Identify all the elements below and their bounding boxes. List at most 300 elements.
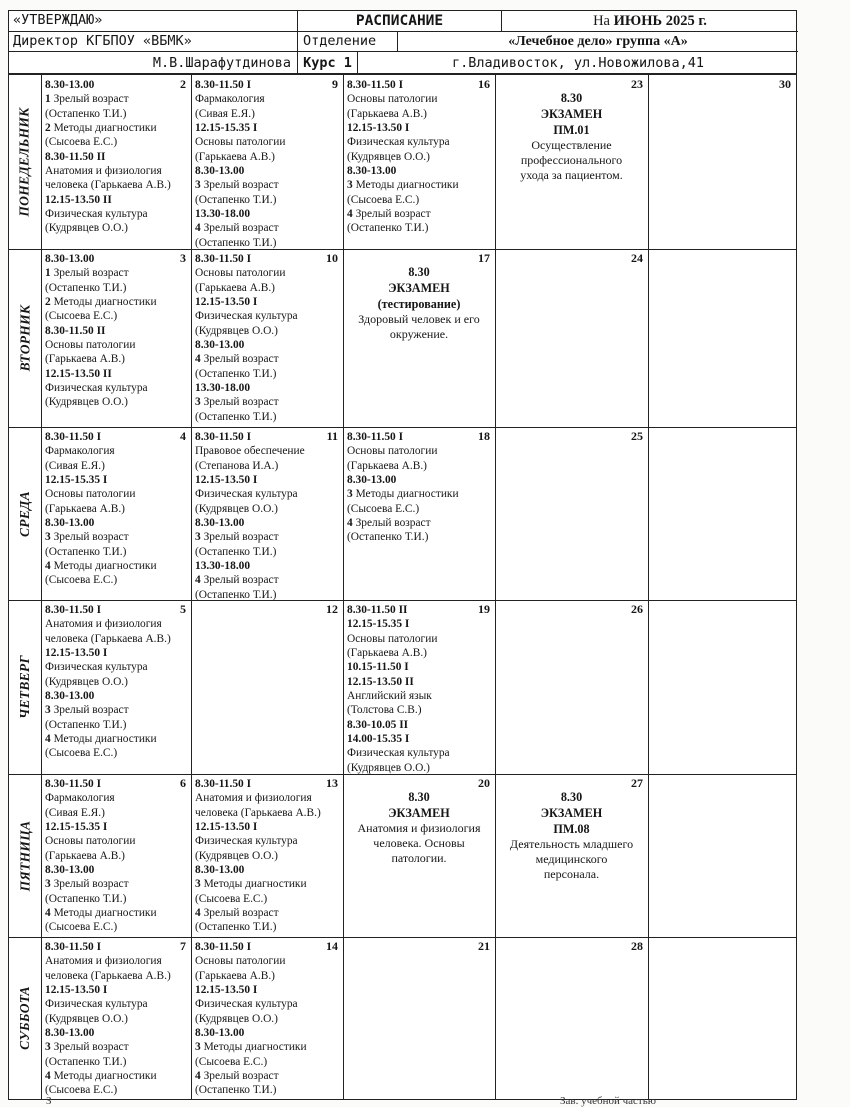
class-detail: [347, 107, 491, 121]
class-detail: [45, 806, 187, 820]
class-time: [195, 381, 339, 395]
schedule-cell: [344, 601, 495, 774]
class-detail-text: (Остапенко Т.И.): [195, 545, 277, 558]
class-time: [347, 732, 491, 746]
subgroup-number: 4: [195, 222, 201, 235]
class-detail: [45, 395, 187, 409]
subgroup-number: 4: [195, 353, 201, 366]
subgroup-number: 4: [347, 517, 353, 530]
schedule-cell: [649, 250, 796, 427]
class-detail: [195, 309, 339, 323]
exam-description: Деятельность младшего: [509, 837, 634, 851]
approve-label: «УТВЕРЖДАЮ»: [9, 11, 298, 32]
class-detail: [45, 718, 187, 732]
class-detail-text: (Гарькаева А.В.): [195, 150, 275, 163]
class-detail: [195, 395, 339, 409]
subgroup-number: 4: [195, 1070, 201, 1083]
class-detail-text: Зрелый возраст: [53, 704, 129, 717]
class-time: [45, 473, 187, 487]
class-time-text: 13.30-18.00: [195, 560, 251, 573]
class-time-text: 8.30-13.00: [195, 864, 245, 877]
class-detail-text: Физическая культура: [195, 998, 298, 1011]
date-number: 9: [332, 77, 338, 91]
class-detail-text: (Остапенко Т.И.): [45, 281, 127, 294]
subgroup-number: 4: [195, 907, 201, 920]
class-detail-text: (Остапенко Т.И.): [347, 222, 429, 235]
class-detail: [347, 444, 491, 458]
exam-code: (тестирование): [377, 297, 461, 311]
class-detail: [45, 164, 187, 178]
class-detail-text: Зрелый возраст: [203, 396, 279, 409]
subgroup-number: 4: [45, 733, 51, 746]
class-time-text: 8.30-13.00: [195, 517, 245, 530]
class-detail: [195, 1040, 339, 1054]
class-detail: [195, 135, 339, 149]
class-detail-text: человека (Гарькаева А.В.): [45, 179, 171, 192]
class-time-text: 8.30-11.50 I: [195, 778, 252, 790]
subgroup-number: 3: [195, 878, 201, 891]
schedule-cell: [42, 938, 191, 1099]
class-detail: [195, 150, 339, 164]
class-detail: [45, 746, 187, 760]
class-time-text: 8.30-13.00: [45, 79, 95, 91]
class-time-text: 8.30-11.50 I: [45, 431, 102, 443]
class-detail: [45, 1083, 187, 1097]
class-detail-text: Методы диагностики: [355, 488, 459, 501]
class-detail-text: (Сысоева Е.С.): [347, 502, 420, 515]
class-detail-text: Анатомия и физиология: [45, 955, 162, 968]
exam-description: Анатомия и физиология: [357, 821, 481, 835]
schedule-cell: [649, 428, 796, 600]
director-label: Директор КГБПОУ «ВБМК»: [9, 32, 298, 52]
class-detail: [195, 324, 339, 338]
class-detail-text: Физическая культура: [45, 382, 148, 395]
schedule-cell: [192, 250, 343, 427]
class-detail-text: Методы диагностики: [203, 1041, 307, 1054]
class-detail: [195, 236, 339, 249]
department-label: Отделение: [298, 32, 398, 52]
date-number: 3: [180, 251, 186, 265]
exam-time: 8.30: [560, 91, 583, 105]
class-detail: [347, 487, 491, 501]
class-detail: [195, 107, 339, 121]
class-detail: [195, 459, 339, 473]
class-detail: [45, 530, 187, 544]
date-number: 4: [180, 429, 186, 443]
class-detail: [45, 791, 187, 805]
date-number: 23: [631, 77, 643, 91]
class-detail-text: (Кудрявцев О.О.): [45, 1012, 128, 1025]
class-time-text: 8.30-11.50 I: [45, 941, 102, 953]
class-detail-text: (Остапенко Т.И.): [195, 1084, 277, 1097]
class-detail-text: человека (Гарькаева А.В.): [195, 806, 321, 819]
date-number: 10: [326, 251, 338, 265]
class-time: [195, 777, 339, 791]
subgroup-number: 4: [45, 1070, 51, 1083]
class-time-text: 8.30-11.50 II: [45, 324, 106, 337]
class-detail: [195, 410, 339, 424]
class-detail: [45, 849, 187, 863]
class-detail-text: Основы патологии: [347, 93, 438, 106]
class-time: [45, 324, 187, 338]
class-detail: [45, 732, 187, 746]
class-detail-text: Зрелый возраст: [53, 93, 129, 106]
class-time: [347, 78, 491, 92]
date-number: 19: [478, 602, 490, 616]
class-detail-text: Основы патологии: [195, 136, 286, 149]
subgroup-number: 2: [45, 122, 51, 135]
class-detail: [45, 1040, 187, 1054]
schedule-cell: [344, 250, 495, 427]
exam-title: ЭКЗАМЕН: [388, 281, 450, 295]
date-number: 5: [180, 602, 186, 616]
class-detail: [45, 266, 187, 280]
class-time: [195, 252, 339, 266]
class-time: [347, 121, 491, 135]
class-detail: [45, 381, 187, 395]
class-time-text: 8.30-10.05 II: [347, 718, 409, 731]
class-time-text: 12.15-13.50 I: [195, 296, 258, 309]
class-time-text: 8.30-13.00: [45, 1027, 95, 1040]
day-name: ВТОРНИК: [17, 304, 33, 372]
class-time-text: 12.15-13.50 I: [45, 984, 108, 997]
footer-left: З: [46, 1095, 52, 1107]
class-detail: [45, 502, 187, 516]
class-detail-text: (Сысоева Е.С.): [45, 574, 118, 587]
class-detail-text: Фармакология: [45, 792, 115, 805]
day-name-cell: [9, 937, 41, 1099]
class-detail: [45, 1069, 187, 1083]
class-time: [45, 983, 187, 997]
class-detail-text: (Кудрявцев О.О.): [195, 1012, 278, 1025]
subgroup-number: 3: [45, 878, 51, 891]
class-detail: [195, 573, 339, 587]
date-number: 11: [326, 429, 338, 443]
exam-description: Осуществление: [531, 138, 612, 152]
class-detail: [347, 502, 491, 516]
schedule-cell: [649, 76, 796, 249]
class-detail: [45, 309, 187, 323]
class-time: [195, 516, 339, 530]
class-time: [347, 164, 491, 178]
schedule-cell: [496, 775, 648, 937]
class-detail-text: (Остапенко Т.И.): [195, 410, 277, 423]
class-detail-text: Зрелый возраст: [203, 179, 279, 192]
class-detail-text: Зрелый возраст: [203, 353, 279, 366]
class-detail-text: Методы диагностики: [203, 878, 307, 891]
class-detail-text: (Остапенко Т.И.): [195, 193, 277, 206]
day-name: ПОНЕДЕЛЬНИК: [17, 107, 33, 217]
schedule-cell: [192, 76, 343, 249]
class-detail: [45, 703, 187, 717]
date-number: 21: [478, 939, 490, 953]
class-detail-text: Методы диагностики: [355, 179, 459, 192]
class-detail: [195, 954, 339, 968]
class-detail: [347, 92, 491, 106]
exam-description: персонала.: [543, 867, 600, 881]
class-detail: [195, 444, 339, 458]
class-detail-text: (Гарькаева А.В.): [195, 281, 275, 294]
class-detail: [45, 573, 187, 587]
exam-code: ПМ.01: [553, 123, 590, 137]
class-time: [347, 718, 491, 732]
class-detail-text: Зрелый возраст: [53, 531, 129, 544]
day-name: СУББОТА: [17, 986, 32, 1050]
class-detail: [195, 352, 339, 366]
class-detail: [195, 906, 339, 920]
schedule-cell: [649, 601, 796, 774]
class-time: [195, 820, 339, 834]
footer-right: Зав. учебной частью: [560, 1095, 656, 1107]
class-time: [195, 338, 339, 352]
schedule-cell: [42, 428, 191, 600]
class-time: [195, 940, 339, 954]
class-detail-text: Зрелый возраст: [53, 1041, 129, 1054]
class-detail-text: Методы диагностики: [53, 560, 157, 573]
course-label: Курс 1: [298, 52, 358, 75]
schedule-cell: [192, 428, 343, 600]
class-detail-text: Зрелый возраст: [203, 222, 279, 235]
class-detail-text: Анатомия и физиология: [195, 792, 312, 805]
class-detail-text: Фармакология: [45, 445, 115, 458]
exam-description: ухода за пациентом.: [520, 168, 623, 182]
exam-time: 8.30: [408, 790, 430, 804]
subgroup-number: 3: [45, 704, 51, 717]
class-detail-text: Зрелый возраст: [203, 531, 279, 544]
class-time: [195, 207, 339, 221]
class-detail: [347, 689, 491, 703]
class-time: [347, 603, 491, 617]
class-detail: [347, 746, 491, 760]
class-detail-text: (Сысоева Е.С.): [195, 892, 268, 905]
subgroup-number: 3: [195, 396, 201, 409]
class-time-text: 12.15-15.35 I: [195, 122, 258, 135]
class-detail-text: Зрелый возраст: [53, 878, 129, 891]
class-time-text: 8.30-11.50 I: [347, 79, 404, 91]
class-detail-text: Основы патологии: [195, 955, 286, 968]
class-detail: [45, 352, 187, 366]
class-detail: [45, 877, 187, 891]
class-detail-text: Зрелый возраст: [53, 267, 129, 280]
class-detail: [45, 906, 187, 920]
class-detail-text: (Сысоева Е.С.): [45, 1084, 118, 1097]
exam-time: 8.30: [560, 790, 583, 804]
class-detail: [195, 920, 339, 934]
class-detail-text: (Сысоева Е.С.): [45, 747, 118, 760]
schedule-cell: [192, 938, 343, 1099]
class-detail: [347, 530, 491, 544]
class-detail-text: (Остапенко Т.И.): [195, 588, 277, 600]
class-detail-text: Основы патологии: [347, 632, 438, 645]
class-detail: [195, 545, 339, 559]
class-detail-text: Зрелый возраст: [203, 574, 279, 587]
class-time-text: 12.15-13.50 I: [195, 984, 258, 997]
day-name-cell: [9, 249, 41, 427]
class-time-text: 12.15-13.50 II: [347, 675, 414, 688]
class-detail-text: (Гарькаева А.В.): [347, 459, 427, 472]
class-time: [45, 193, 187, 207]
class-detail: [195, 221, 339, 235]
class-time-text: 13.30-18.00: [195, 382, 251, 395]
class-time: [195, 78, 339, 92]
date-number: 25: [631, 429, 643, 443]
class-detail-text: человека (Гарькаева А.В.): [45, 969, 171, 982]
signer-name: М.В.Шарафутдинова: [9, 52, 298, 75]
class-detail-text: Физическая культура: [45, 661, 148, 674]
class-detail: [195, 892, 339, 906]
class-time: [195, 121, 339, 135]
class-time-text: 12.15-13.50 II: [45, 193, 112, 206]
subgroup-number: 4: [45, 560, 51, 573]
class-detail-text: (Сысоева Е.С.): [347, 193, 420, 206]
class-detail-text: Физическая культура: [45, 208, 148, 221]
class-detail: [45, 295, 187, 309]
class-detail-text: (Толстова С.В.): [347, 704, 422, 717]
schedule-title: РАСПИСАНИЕ: [298, 11, 502, 32]
class-detail-text: (Сысоева Е.С.): [45, 921, 118, 934]
date-number: 7: [180, 939, 186, 953]
subgroup-number: 3: [45, 531, 51, 544]
class-time: [195, 559, 339, 573]
schedule-cell: [42, 250, 191, 427]
class-time-text: 14.00-15.35 I: [347, 733, 410, 746]
subgroup-number: 2: [45, 296, 51, 309]
class-detail: [347, 135, 491, 149]
class-detail-text: Зрелый возраст: [355, 517, 431, 530]
class-detail: [195, 791, 339, 805]
class-detail-text: Правовое обеспечение: [195, 445, 305, 458]
class-detail-text: (Остапенко Т.И.): [195, 367, 277, 380]
class-time-text: 8.30-11.50 I: [195, 253, 252, 265]
class-detail-text: (Остапенко Т.И.): [45, 892, 127, 905]
group-label: «Лечебное дело» группа «А»: [398, 32, 798, 52]
class-detail-text: Физическая культура: [195, 835, 298, 848]
class-time: [45, 150, 187, 164]
class-detail: [45, 617, 187, 631]
class-detail: [347, 221, 491, 235]
schedule-cell: [42, 76, 191, 249]
class-detail: [195, 1012, 339, 1026]
class-time-text: 13.30-18.00: [195, 208, 251, 221]
class-detail-text: (Кудрявцев О.О.): [195, 324, 278, 337]
class-detail-text: (Степанова И.А.): [195, 459, 279, 472]
class-detail: [195, 193, 339, 207]
class-time-text: 8.30-13.00: [195, 1027, 245, 1040]
class-time: [45, 252, 187, 266]
class-detail: [195, 530, 339, 544]
class-time: [45, 646, 187, 660]
class-detail-text: (Остапенко Т.И.): [45, 1055, 127, 1068]
class-detail-text: Физическая культура: [195, 310, 298, 323]
class-time: [45, 940, 187, 954]
schedule-cell: [649, 938, 796, 1099]
schedule-cell: [496, 601, 648, 774]
class-time: [45, 777, 187, 791]
class-detail-text: Зрелый возраст: [203, 907, 279, 920]
class-time-text: 12.15-13.50 I: [45, 647, 108, 660]
class-detail-text: Физическая культура: [45, 998, 148, 1011]
class-time: [45, 78, 187, 92]
class-detail-text: (Гарькаева А.В.): [45, 849, 125, 862]
exam-time: 8.30: [408, 265, 430, 279]
class-detail: [347, 761, 491, 774]
exam-description: профессионального: [520, 153, 623, 167]
class-detail-text: (Кудрявцев О.О.): [347, 150, 430, 163]
class-detail: [195, 92, 339, 106]
subgroup-number: 3: [195, 531, 201, 544]
class-time: [45, 820, 187, 834]
class-detail: [195, 502, 339, 516]
exam-description: патологии.: [391, 851, 447, 865]
class-detail-text: (Кудрявцев О.О.): [45, 396, 128, 409]
class-detail-text: человека (Гарькаева А.В.): [45, 632, 171, 645]
class-detail-text: Физическая культура: [347, 136, 450, 149]
class-detail-text: (Кудрявцев О.О.): [195, 849, 278, 862]
day-name-cell: [9, 774, 41, 937]
schedule-cell: [42, 775, 191, 937]
class-time-text: 12.15-13.50 I: [347, 122, 410, 135]
class-detail: [347, 646, 491, 660]
class-detail-text: Методы диагностики: [53, 296, 157, 309]
class-detail: [347, 516, 491, 530]
schedule-cell: [496, 428, 648, 600]
class-detail-text: (Остапенко Т.И.): [45, 107, 127, 120]
class-detail-text: (Остапенко Т.И.): [195, 921, 277, 934]
day-name-cell: [9, 600, 41, 774]
date-number: 30: [779, 77, 791, 91]
schedule-header: [8, 10, 797, 74]
schedule-cell: [344, 76, 495, 249]
class-time: [195, 473, 339, 487]
class-time: [347, 617, 491, 631]
class-detail: [45, 1055, 187, 1069]
exam-description: медицинского: [535, 852, 608, 866]
class-detail: [45, 487, 187, 501]
class-detail-text: Основы патологии: [347, 445, 438, 458]
class-detail: [195, 487, 339, 501]
class-detail-text: (Гарькаева А.В.): [347, 107, 427, 120]
class-detail-text: Основы патологии: [45, 339, 136, 352]
exam-code: ПМ.08: [553, 822, 590, 836]
address-label: г.Владивосток, ул.Новожилова,41: [452, 54, 704, 71]
date-number: 14: [326, 939, 338, 953]
class-detail: [45, 969, 187, 983]
schedule-cell: [344, 428, 495, 600]
class-detail-text: (Остапенко Т.И.): [45, 718, 127, 731]
subgroup-number: 3: [195, 179, 201, 192]
class-detail-text: (Гарькаева А.В.): [347, 647, 427, 660]
day-name: ПЯТНИЦА: [17, 820, 32, 891]
class-detail: [195, 588, 339, 600]
class-detail: [45, 221, 187, 235]
class-detail-text: (Гарькаева А.В.): [45, 502, 125, 515]
date-number: 12: [326, 602, 338, 616]
class-time: [347, 660, 491, 674]
class-time-text: 8.30-13.00: [347, 165, 397, 178]
class-detail-text: (Кудрявцев О.О.): [347, 761, 430, 774]
class-detail: [195, 1069, 339, 1083]
class-detail-text: Анатомия и физиология: [45, 618, 162, 631]
class-time: [45, 1026, 187, 1040]
class-time: [195, 863, 339, 877]
class-detail-text: (Кудрявцев О.О.): [45, 222, 128, 235]
class-detail: [195, 969, 339, 983]
class-detail: [45, 338, 187, 352]
class-time-text: 12.15-15.35 I: [347, 618, 410, 631]
exam-description: Здоровый человек и его: [358, 312, 480, 326]
class-detail: [195, 1055, 339, 1069]
class-detail: [45, 675, 187, 689]
